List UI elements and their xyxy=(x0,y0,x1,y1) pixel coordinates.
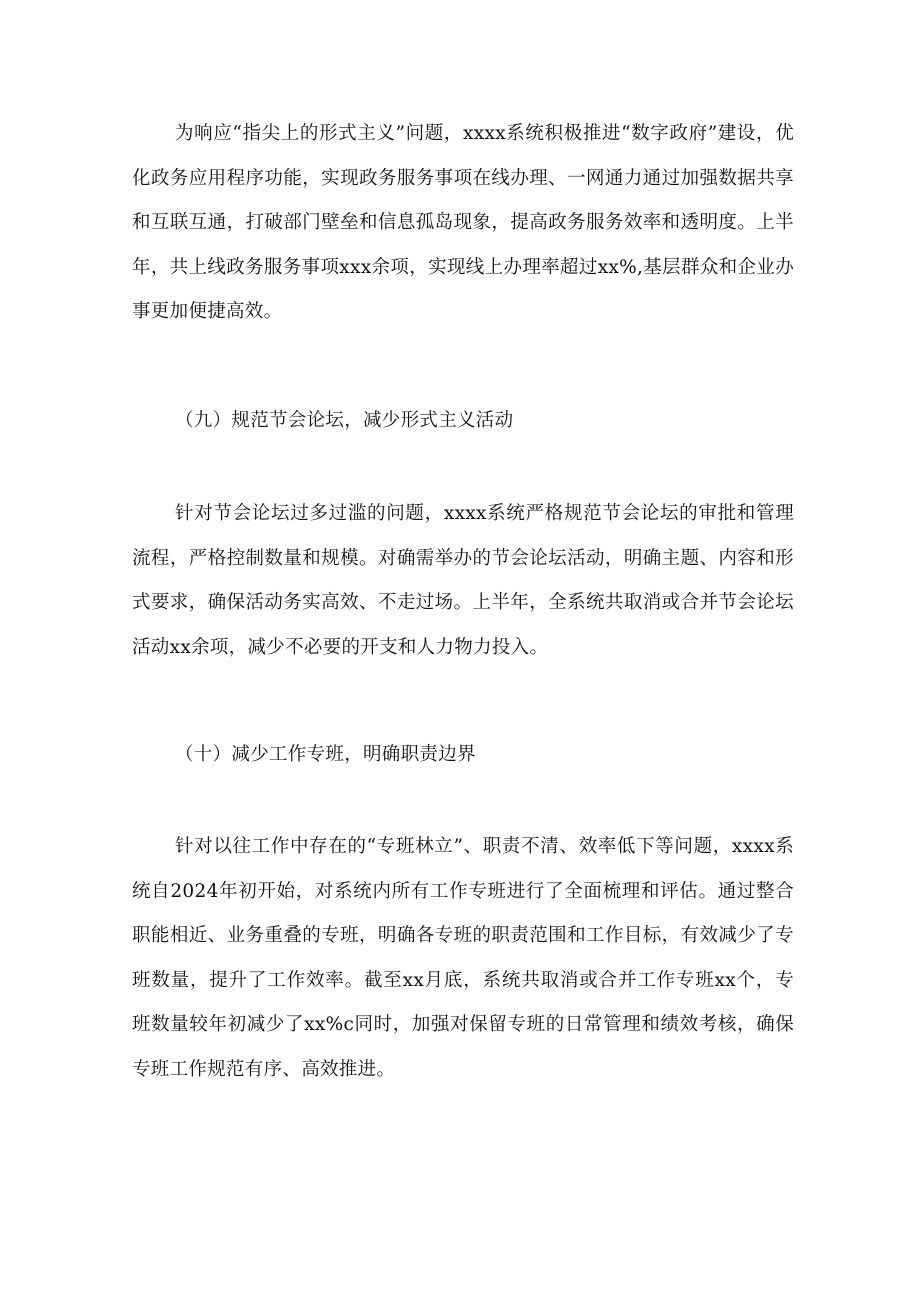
section-heading-9: （九）规范节会论坛，减少形式主义活动 xyxy=(175,410,514,431)
paragraph-work-task-forces: 针对以往工作中存在的“专班林立”、职责不清、效率低下等问题，xxxx系统自2024年初开始，对系统内所有工作专班进行了全面梳理和评估。通过整合职能相近、业务重叠的专班，明确各专班的职责范围和工作目标，有效减少了专班数量，提升了工作效率。截至xx月底，系统共取消或合并工作专班xx个，专班数量较年初减少了xx%c同时，加强对保留专班的日常管理和绩效考核，确保专班工作规范有序、高效推进。 xyxy=(132,836,794,1080)
paragraph-festival-forums: 针对节会论坛过多过滥的问题，xxxx系统严格规范节会论坛的审批和管理流程，严格控制数量和规模。对确需举办的节会论坛活动，明确主题、内容和形式要求，确保活动务实高效、不走过场。上半年，全系统共取消或合并节会论坛活动xx余项，减少不必要的开支和人力物力投入。 xyxy=(132,503,794,658)
section-heading-10: （十）减少工作专班，明确职责边界 xyxy=(175,744,476,765)
paragraph-digital-government: 为响应“指尖上的形式主义”问题，xxxx系统积极推进“数字政府”建设，优化政务应用程序功能，实现政务服务事项在线办理、一网通力通过加强数据共享和互联互通，打破部门壁垒和信息孤岛现象，提高政务服务效率和透明度。上半年，共上线政务服务事项xxx余项，实现线上办理率超过xx%,基层群众和企业办事更加便捷高效。 xyxy=(132,123,794,322)
